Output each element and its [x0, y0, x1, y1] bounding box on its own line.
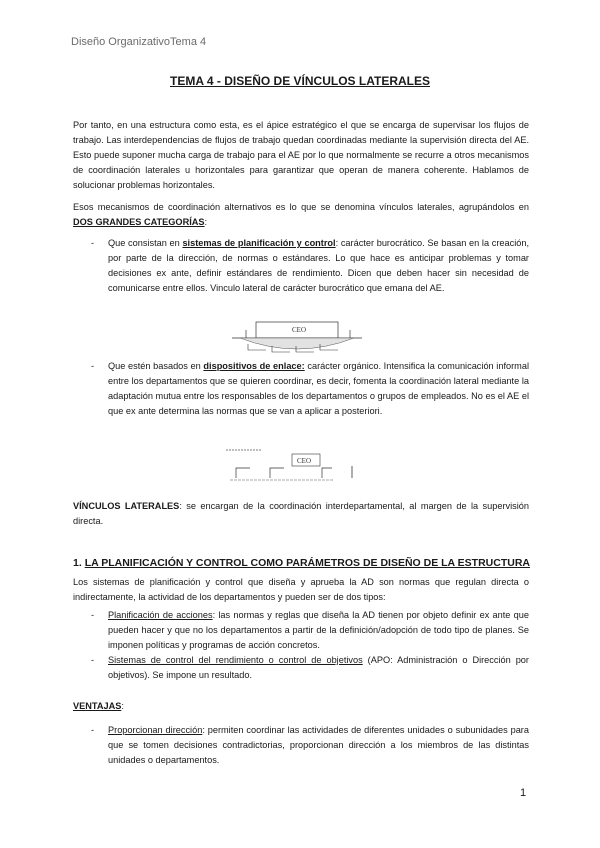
- category-1-block: [73, 236, 529, 296]
- document-title: TEMA 4 - DISEÑO DE VÍNCULOS LATERALES: [169, 74, 430, 88]
- mechanisms-highlight: DOS GRANDES CATEGORÍAS: [73, 217, 205, 227]
- mechanisms-block: [73, 200, 529, 230]
- advantages-heading-text: VENTAJAS: [73, 701, 122, 711]
- category-1-pre: Que consistan en: [108, 238, 183, 248]
- running-header: Diseño OrganizativoTema 4: [71, 36, 207, 48]
- list-item-direction: [73, 723, 529, 768]
- intro-block: [73, 118, 529, 193]
- lateral-links-text: : se encargan de la coordinación interdepartamental, al margen de la supervisión directa.: [73, 501, 529, 526]
- advantages-heading: [73, 699, 529, 714]
- org-diagram-planning: [232, 316, 362, 360]
- lateral-links-paragraph: [73, 499, 529, 529]
- departments: [236, 468, 332, 478]
- lateral-links-block: [73, 499, 529, 529]
- category-1-term: sistemas de planificación y control: [182, 238, 336, 248]
- advantages-colon: :: [121, 701, 124, 711]
- list-item-category-1: [73, 236, 529, 296]
- mechanisms-paragraph: [73, 200, 529, 230]
- ceo-label-2: CEO: [297, 457, 311, 465]
- section-1-body: [73, 575, 529, 683]
- mechanisms-pre: Esos mecanismos de coordinación alternativos es lo que se denomina vínculos laterales, agrupándolos en: [73, 202, 529, 212]
- planning-term: Planificación de acciones: [108, 610, 213, 620]
- shaded-area: [240, 338, 354, 349]
- category-2-term: dispositivos de enlace:: [203, 361, 305, 371]
- direction-term: Proporcionan dirección: [108, 725, 203, 735]
- intro-paragraph: Por tanto, en una estructura como esta, es el ápice estratégico el que se encarga de supervisar los flujos de trabajo. Las interdependencias de flujos de trabajo quedan coordinadas mediante la supervisión directa del AE. Esto puede suponer mucha carga de trabajo para el AE por lo que normalmente se recurre a otros mecanismos de coordinación laterales u horizontales para garantizar que operan de manera coherente. Hablamos de solucionar problemas horizontales.: [73, 120, 529, 190]
- section-1-heading: [73, 557, 530, 569]
- category-2-block: [73, 359, 529, 419]
- category-1-post: : carácter burocrático. Se basan en la creación, por parte de la dirección, de normas o estándares. Lo que hace es anticipar problemas y tomar decisiones ex ante, definir estándares de rendimiento. Dicen que deben hacer sin necesidad de comunicarse entre ellos. Vinculo lateral de carácter burocrático que emana del AE.: [108, 238, 530, 293]
- org-diagram-liaison: [226, 444, 366, 486]
- mechanisms-post: :: [204, 217, 208, 227]
- advantages-block: [73, 699, 529, 768]
- control-text: (APO: Administración o Dirección por objetivos). Se impone un resultado.: [108, 655, 529, 680]
- list-item-planning: [73, 608, 529, 653]
- ceo-label: CEO: [292, 326, 306, 334]
- direction-text: : permiten coordinar las actividades de diferentes unidades o subunidades para que se tomen decisiones contradictorias, proporcionan dirección a los miembros de las distintas unidades o departamentos.: [108, 725, 529, 765]
- lateral-links-term: VÍNCULOS LATERALES: [73, 501, 180, 511]
- section-1-title: LA PLANIFICACIÓN Y CONTROL COMO PARÁMETROS DE DISEÑO DE LA ESTRUCTURA: [84, 557, 530, 569]
- list-item-control: [73, 653, 529, 683]
- page-number: 1: [520, 787, 527, 799]
- category-2-post: carácter orgánico. Intensifica la comunicación informal entre los departamentos que se quieren coordinar, es decir, fomenta la coordinación lateral mediante la adaptación mutua entre los responsables de los departamentos o grupos de empleados. No es el AE el que ex ante determina las normas que se van a aplicar a posteriori.: [108, 361, 529, 416]
- section-1-intro: Los sistemas de planificación y control que diseña y aprueba la AD son normas que regulan directa o indirectamente, la actividad de los departamentos y pueden ser de dos tipos:: [73, 577, 529, 602]
- planning-text: : las normas y reglas que diseña la AD tienen por objeto definir ex ante que pueden hacer y que no los departamentos a partir de la definición/adopción de todo tipo de planes. Se imponen políticas y programas de acción concretos.: [108, 610, 529, 650]
- section-1-number: 1.: [73, 557, 85, 569]
- control-term: Sistemas de control del rendimiento o control de objetivos: [108, 655, 363, 665]
- list-item-category-2: [73, 359, 529, 419]
- category-2-pre: Que estén basados en: [108, 361, 204, 371]
